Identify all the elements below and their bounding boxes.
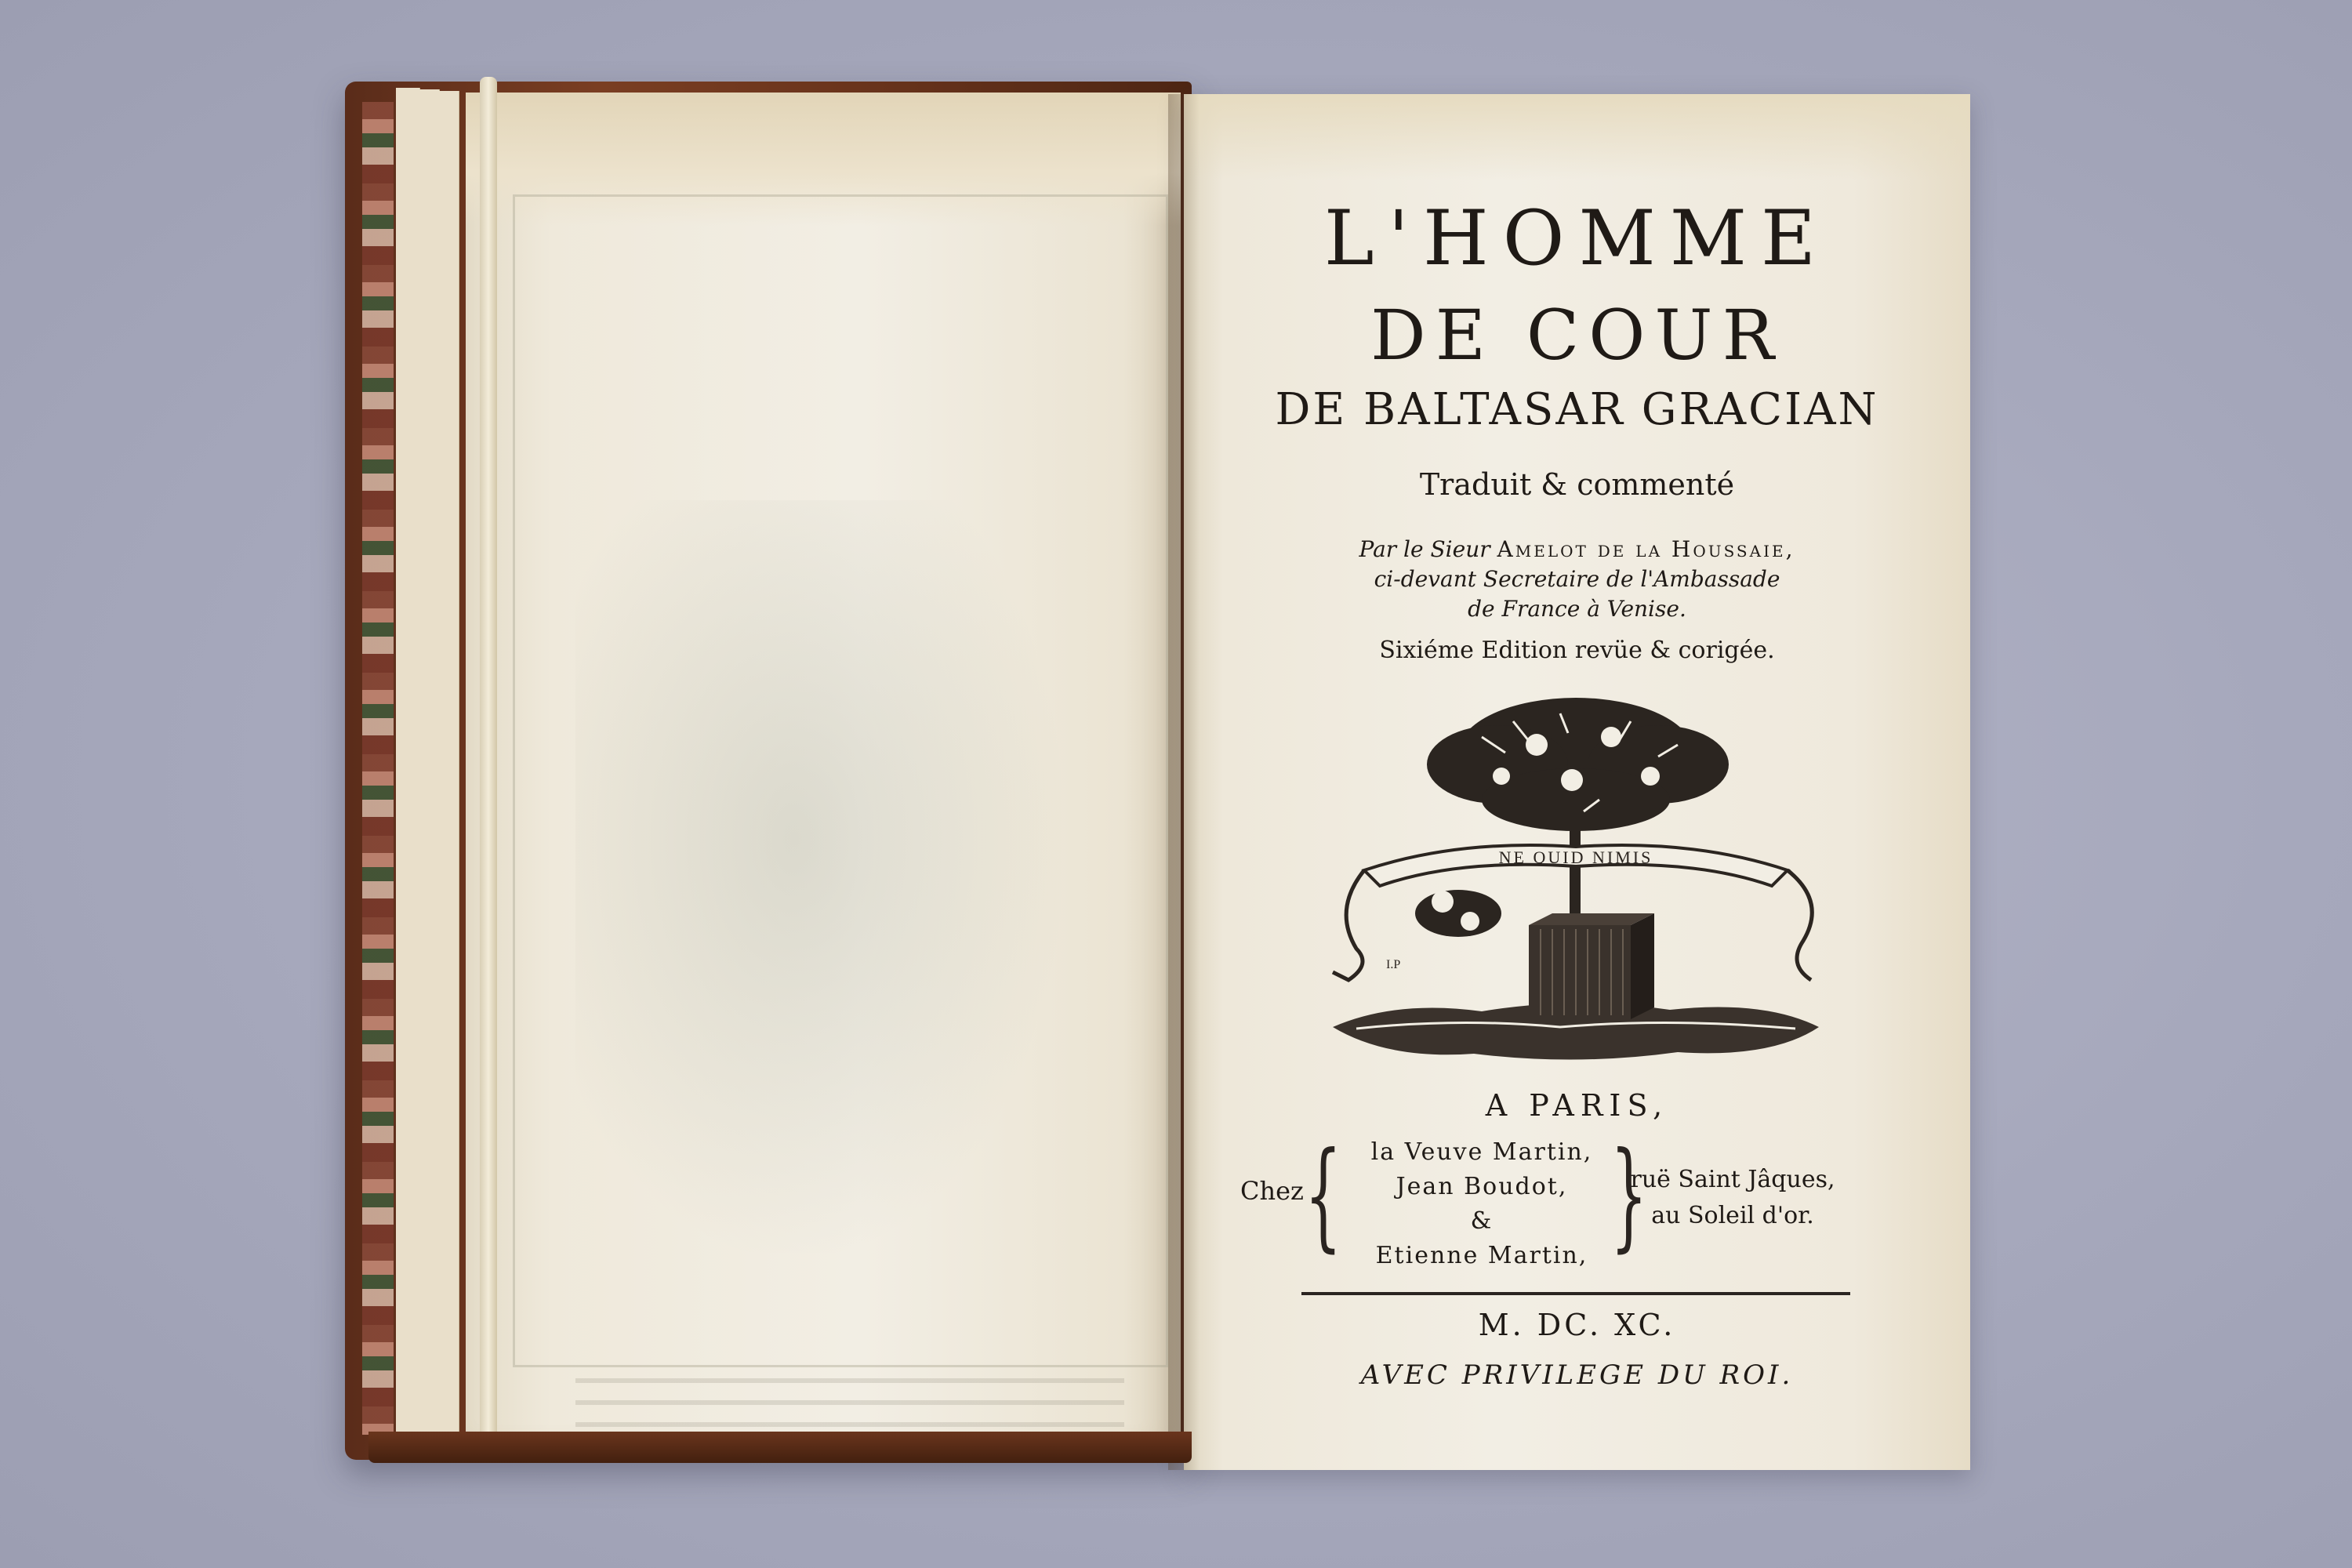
water-stain — [1184, 94, 1970, 180]
privilege-line: AVEC PRIVILEGE DU ROI. — [1360, 1359, 1794, 1391]
imprint-city: A PARIS, — [1485, 1088, 1669, 1123]
publisher-1: la Veuve Martin, — [1370, 1138, 1593, 1166]
publisher-address — [1623, 1162, 1842, 1234]
title-page — [1184, 94, 1970, 1470]
potted-orange-tree-vignette-icon — [1301, 690, 1850, 1082]
cover-bottom-edge — [368, 1432, 1192, 1463]
attribution-line-3: de France à Venise. — [1468, 596, 1686, 622]
edition-line: Sixiéme Edition revüe & corigée. — [1379, 637, 1775, 664]
author-line: DE BALTASAR GRACIAN — [1275, 384, 1879, 435]
publisher-3: Etienne Martin, — [1375, 1242, 1588, 1269]
imprint-rule — [1301, 1292, 1850, 1295]
attribution-block — [1184, 535, 1970, 624]
publisher-2: Jean Boudot, — [1396, 1173, 1568, 1200]
page-edges — [435, 91, 459, 1451]
attribution-line-2: ci-devant Secretaire de l'Ambassade — [1374, 566, 1780, 592]
right-brace-icon: } — [1610, 1127, 1648, 1264]
imprint-date: M. DC. XC. — [1478, 1308, 1676, 1342]
address-line-2: au Soleil d'or. — [1651, 1202, 1814, 1229]
translator-name: Amelot de la Houssaie, — [1497, 536, 1795, 562]
attribution-prefix: Par le Sieur — [1359, 536, 1490, 562]
translation-line: Traduit & commenté — [1419, 467, 1735, 502]
publishers-list — [1341, 1135, 1623, 1273]
engraver-initials: I.P — [1386, 958, 1401, 971]
address-line-1: ruë Saint Jâques, — [1630, 1166, 1835, 1193]
imprint-chez: Chez — [1240, 1176, 1304, 1206]
frontispiece-verso-page — [466, 93, 1181, 1447]
left-brace-icon: { — [1304, 1127, 1342, 1264]
marbled-endpaper — [362, 102, 394, 1435]
publisher-ampersand: & — [1470, 1207, 1494, 1235]
title-line-2: DE COUR — [1370, 295, 1784, 376]
title-line-1: L'HOMME — [1323, 194, 1831, 282]
paper-band-bookmark — [480, 77, 497, 1461]
gutter-shadow — [1168, 94, 1200, 1470]
show-through-engraving-figure — [575, 500, 1062, 1253]
vignette-motto: NE QUID NIMIS — [1498, 848, 1653, 867]
